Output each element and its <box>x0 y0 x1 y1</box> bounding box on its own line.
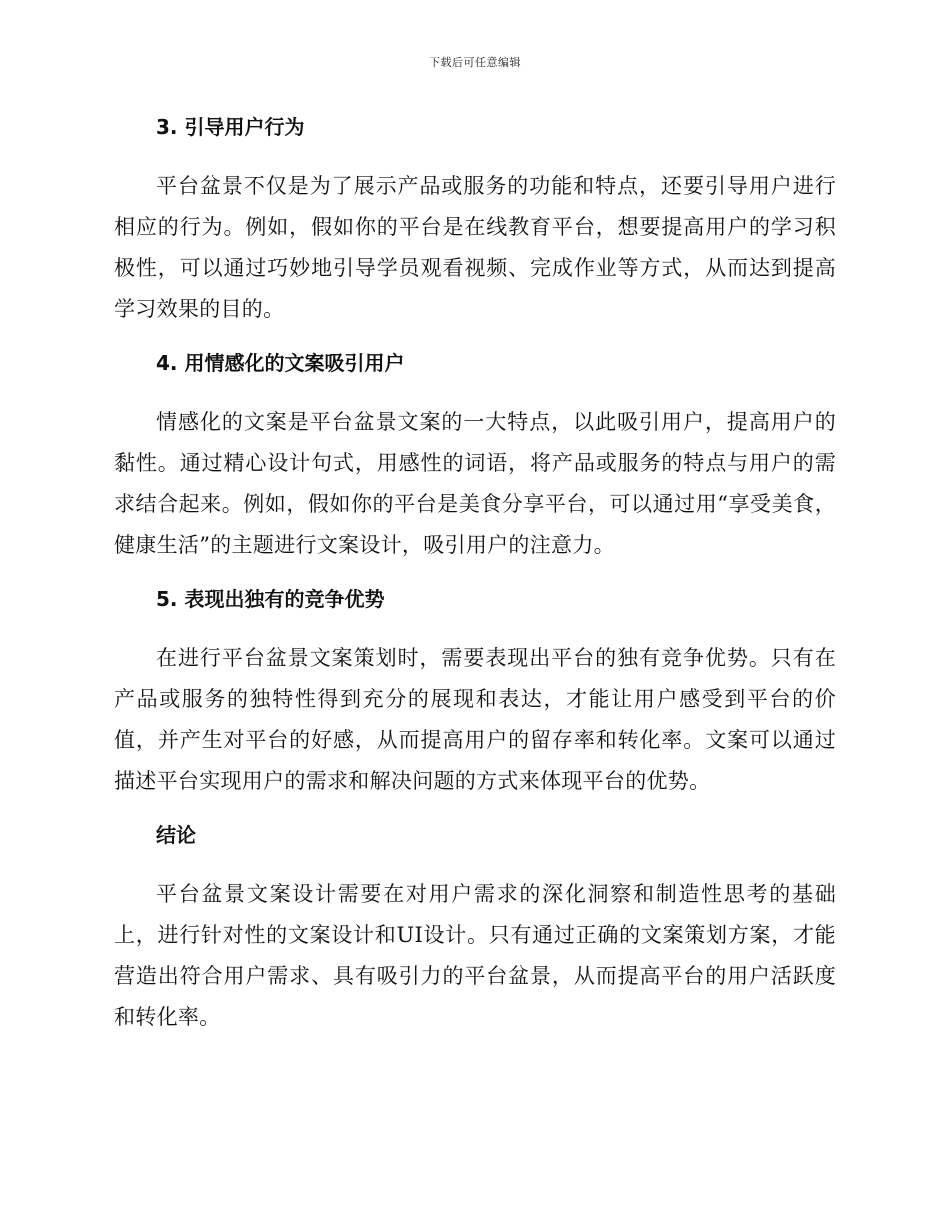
section-heading: 3. 引导用户行为 <box>156 115 305 139</box>
document-body <box>114 110 836 1054</box>
section-guide-user-behavior <box>114 110 836 330</box>
section-conclusion <box>114 818 836 1038</box>
section-heading: 5. 表现出独有的竞争优势 <box>156 587 385 611</box>
header-note: 下载后可任意编辑 <box>429 56 521 69</box>
section-paragraph: 平台盆景不仅是为了展示产品或服务的功能和特点，还要引导用户进行相应的行为。例如，假如你的平台是在线教育平台，想要提高用户的学习积极性，可以通过巧妙地引导学员观看视频、完成作业等方式，从而达到提高学习效果的目的。 <box>114 174 836 321</box>
section-paragraph: 情感化的文案是平台盆景文案的一大特点，以此吸引用户，提高用户的黏性。通过精心设计句式，用感性的词语，将产品或服务的特点与用户的需求结合起来。例如，假如你的平台是美食分享平台，可以通过用“享受美食，健康生活”的主题进行文案设计，吸引用户的注意力。 <box>114 410 836 557</box>
section-competitive-advantage <box>114 582 836 802</box>
section-heading: 结论 <box>156 823 196 847</box>
section-paragraph: 平台盆景文案设计需要在对用户需求的深化洞察和制造性思考的基础上，进行针对性的文案设计和UI设计。只有通过正确的文案策划方案，才能营造出符合用户需求、具有吸引力的平台盆景，从而提高平台的用户活跃度和转化率。 <box>114 882 836 1029</box>
section-paragraph: 在进行平台盆景文案策划时，需要表现出平台的独有竞争优势。只有在产品或服务的独特性得到充分的展现和表达，才能让用户感受到平台的价值，并产生对平台的好感，从而提高用户的留存率和转化率。文案可以通过描述平台实现用户的需求和解决问题的方式来体现平台的优势。 <box>114 646 836 793</box>
section-emotional-copy <box>114 346 836 566</box>
section-heading: 4. 用情感化的文案吸引用户 <box>156 351 405 375</box>
